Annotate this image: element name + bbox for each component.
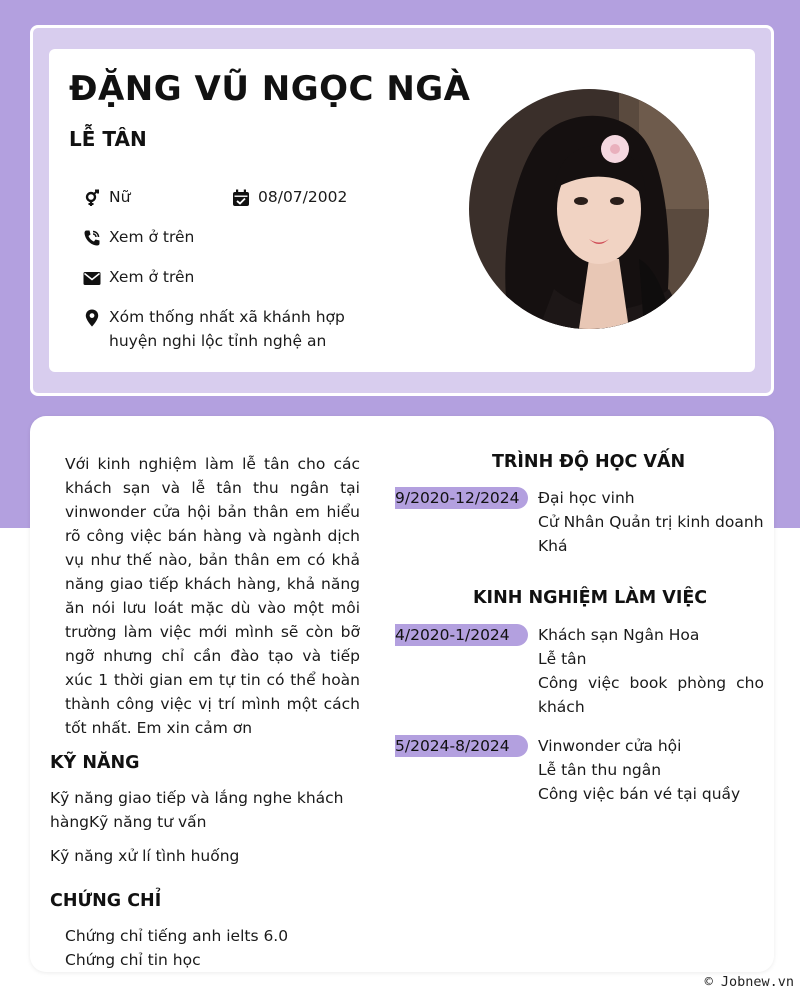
education-date: 9/2020-12/2024 [395,487,528,509]
phone-row [83,225,194,249]
address-text [109,305,345,353]
gender-row [83,185,130,209]
profile-photo-illustration [469,89,709,329]
certificate-item: Chứng chỉ tiếng anh ielts 6.0 [65,927,289,945]
skills-title: KỸ NĂNG [50,753,140,773]
calendar-icon [232,189,250,207]
email-row [83,265,194,289]
experience-company: Vinwonder cửa hội [538,737,682,755]
skill-item: Kỹ năng xử lí tình huống [50,847,240,865]
experience-company: Khách sạn Ngân Hoa [538,626,700,644]
experience-details [538,623,764,719]
profile-photo [469,89,709,329]
experience-position: Lễ tân [538,650,587,668]
experience-details [538,734,764,806]
phone-icon [83,229,101,247]
email-icon [83,269,101,287]
experience-title: KINH NGHIỆM LÀM VIỆC [473,588,708,608]
address-row [83,305,345,353]
education-grade: Khá [538,537,568,555]
footer-copyright: © Jobnew.vn [704,974,794,990]
experience-position: Lễ tân thu ngân [538,761,662,779]
candidate-name: ĐẶNG VŨ NGỌC NGÀ [69,69,471,109]
birthdate-row [232,185,347,209]
career-summary: Với kinh nghiệm làm lễ tân cho các khách sạn và lễ tân thu ngân tại vinwonder cửa hội bản thân em hiểu rõ công việc bán hàng và ngành dịch vụ như thế nào, bản thân em có khả năng giao tiếp khách hàng, khả năng ăn nói lưu loát mặc dù vào một môi trường làm việc mới mình sẽ còn bỡ ngỡ nhưng chỉ cần đào tạo và tiếp xúc 1 thời gian em tự tin có thể hoàn thành công việc vị trí mình một cách tốt nhất. Em xin cảm ơn [65,455,360,737]
education-title: TRÌNH ĐỘ HỌC VẤN [492,452,686,472]
profile-header [30,25,774,396]
address-line-2: huyện nghi lộc tỉnh nghệ an [109,332,327,350]
job-title: LỄ TÂN [69,127,147,151]
education-school: Đại học vinh [538,489,635,507]
certificate-item: Chứng chỉ tin học [65,951,201,969]
experience-description: Công việc bán vé tại quầy [538,785,741,803]
gender-icon [83,189,101,207]
education-major: Cử Nhân Quản trị kinh doanh [538,513,764,531]
gender-value: Nữ [109,188,131,206]
certificates-title: CHỨNG CHỈ [50,891,162,911]
resume-body-card [30,416,774,972]
location-icon [83,309,101,327]
experience-description: Công việc book phòng cho khách [538,674,764,716]
address-line-1: Xóm thống nhất xã khánh hợp [109,308,345,326]
education-details [538,486,764,558]
profile-header-panel [49,49,755,372]
experience-date: 4/2020-1/2024 [395,624,528,646]
experience-date: 5/2024-8/2024 [395,735,528,757]
email-value: Xem ở trên [109,268,195,286]
birthdate-value: 08/07/2002 [258,188,348,206]
phone-value: Xem ở trên [109,228,195,246]
skill-item: Kỹ năng giao tiếp và lắng nghe khách hàngKỹ năng tư vấn [50,789,344,831]
